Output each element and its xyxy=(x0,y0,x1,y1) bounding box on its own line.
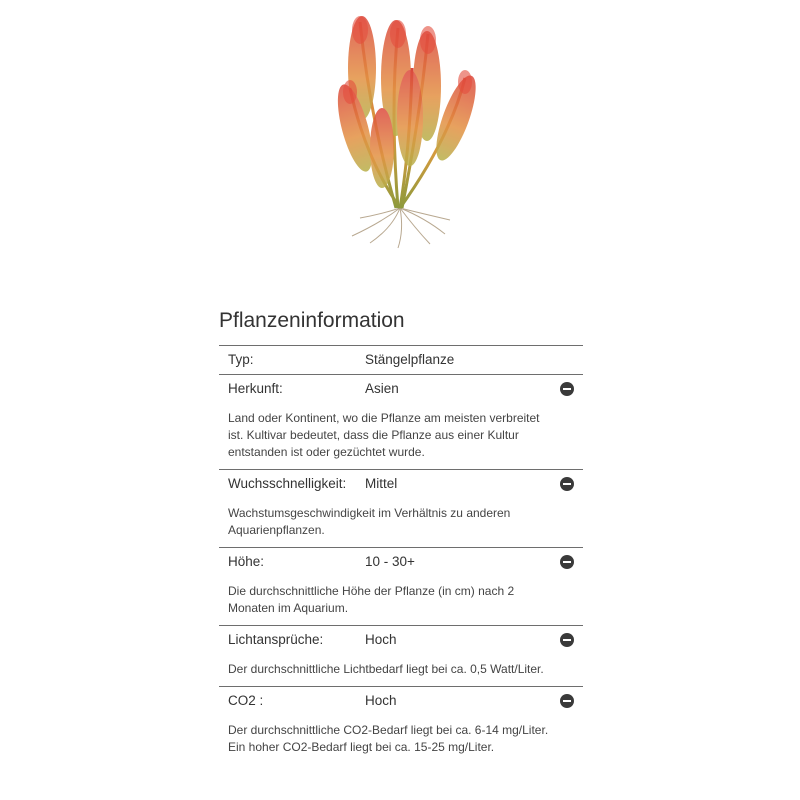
collapse-minus-icon[interactable] xyxy=(560,382,574,396)
row-value: Stängelpflanze xyxy=(365,352,455,367)
row-description: Der durchschnittliche CO2-Bedarf liegt bei ca. 6-14 mg/Liter. Ein hoher CO2-Bedarf liegt bei ca. 15-25 mg/Liter. xyxy=(228,723,549,754)
plant-image xyxy=(300,8,500,256)
collapse-minus-icon[interactable] xyxy=(560,694,574,708)
collapse-minus-icon[interactable] xyxy=(560,633,574,647)
collapse-minus-icon[interactable] xyxy=(560,477,574,491)
info-title: Pflanzeninformation xyxy=(219,309,405,332)
info-row-light xyxy=(219,625,583,686)
row-label: Herkunft: xyxy=(228,381,283,396)
info-row-growth-speed xyxy=(219,469,583,547)
row-toggle-header[interactable] xyxy=(219,470,583,498)
info-row-type xyxy=(219,345,583,374)
row-toggle-header[interactable] xyxy=(219,548,583,576)
plant-info-panel xyxy=(219,307,583,764)
collapse-minus-icon[interactable] xyxy=(560,555,574,569)
row-label: Wuchsschnelligkeit: xyxy=(228,476,347,491)
row-toggle-header[interactable] xyxy=(219,375,583,403)
row-label: CO2 : xyxy=(228,693,264,708)
row-value: Hoch xyxy=(365,632,397,647)
row-description: Wachstumsgeschwindigkeit im Verhältnis zu anderen Aquarienpflanzen. xyxy=(228,506,511,537)
row-toggle-header[interactable] xyxy=(219,687,583,715)
row-value: Asien xyxy=(365,381,399,396)
info-row-co2 xyxy=(219,686,583,764)
row-description: Land oder Kontinent, wo die Pflanze am meisten verbreitet ist. Kultivar bedeutet, dass die Pflanze aus einer Kultur entstanden ist oder gezüchtet wurde. xyxy=(228,411,540,459)
row-value: Hoch xyxy=(365,693,397,708)
row-label: Höhe: xyxy=(228,554,265,569)
info-row-height xyxy=(219,547,583,625)
row-description: Die durchschnittliche Höhe der Pflanze (in cm) nach 2 Monaten im Aquarium. xyxy=(228,584,515,615)
row-label: Typ: xyxy=(228,352,254,367)
row-label: Lichtansprüche: xyxy=(228,632,324,647)
row-value: Mittel xyxy=(365,476,398,491)
row-value: 10 - 30+ xyxy=(365,554,415,569)
row-toggle-header[interactable] xyxy=(219,626,583,654)
row-description: Der durchschnittliche Lichtbedarf liegt bei ca. 0,5 Watt/Liter. xyxy=(228,662,544,676)
info-row-origin xyxy=(219,374,583,469)
